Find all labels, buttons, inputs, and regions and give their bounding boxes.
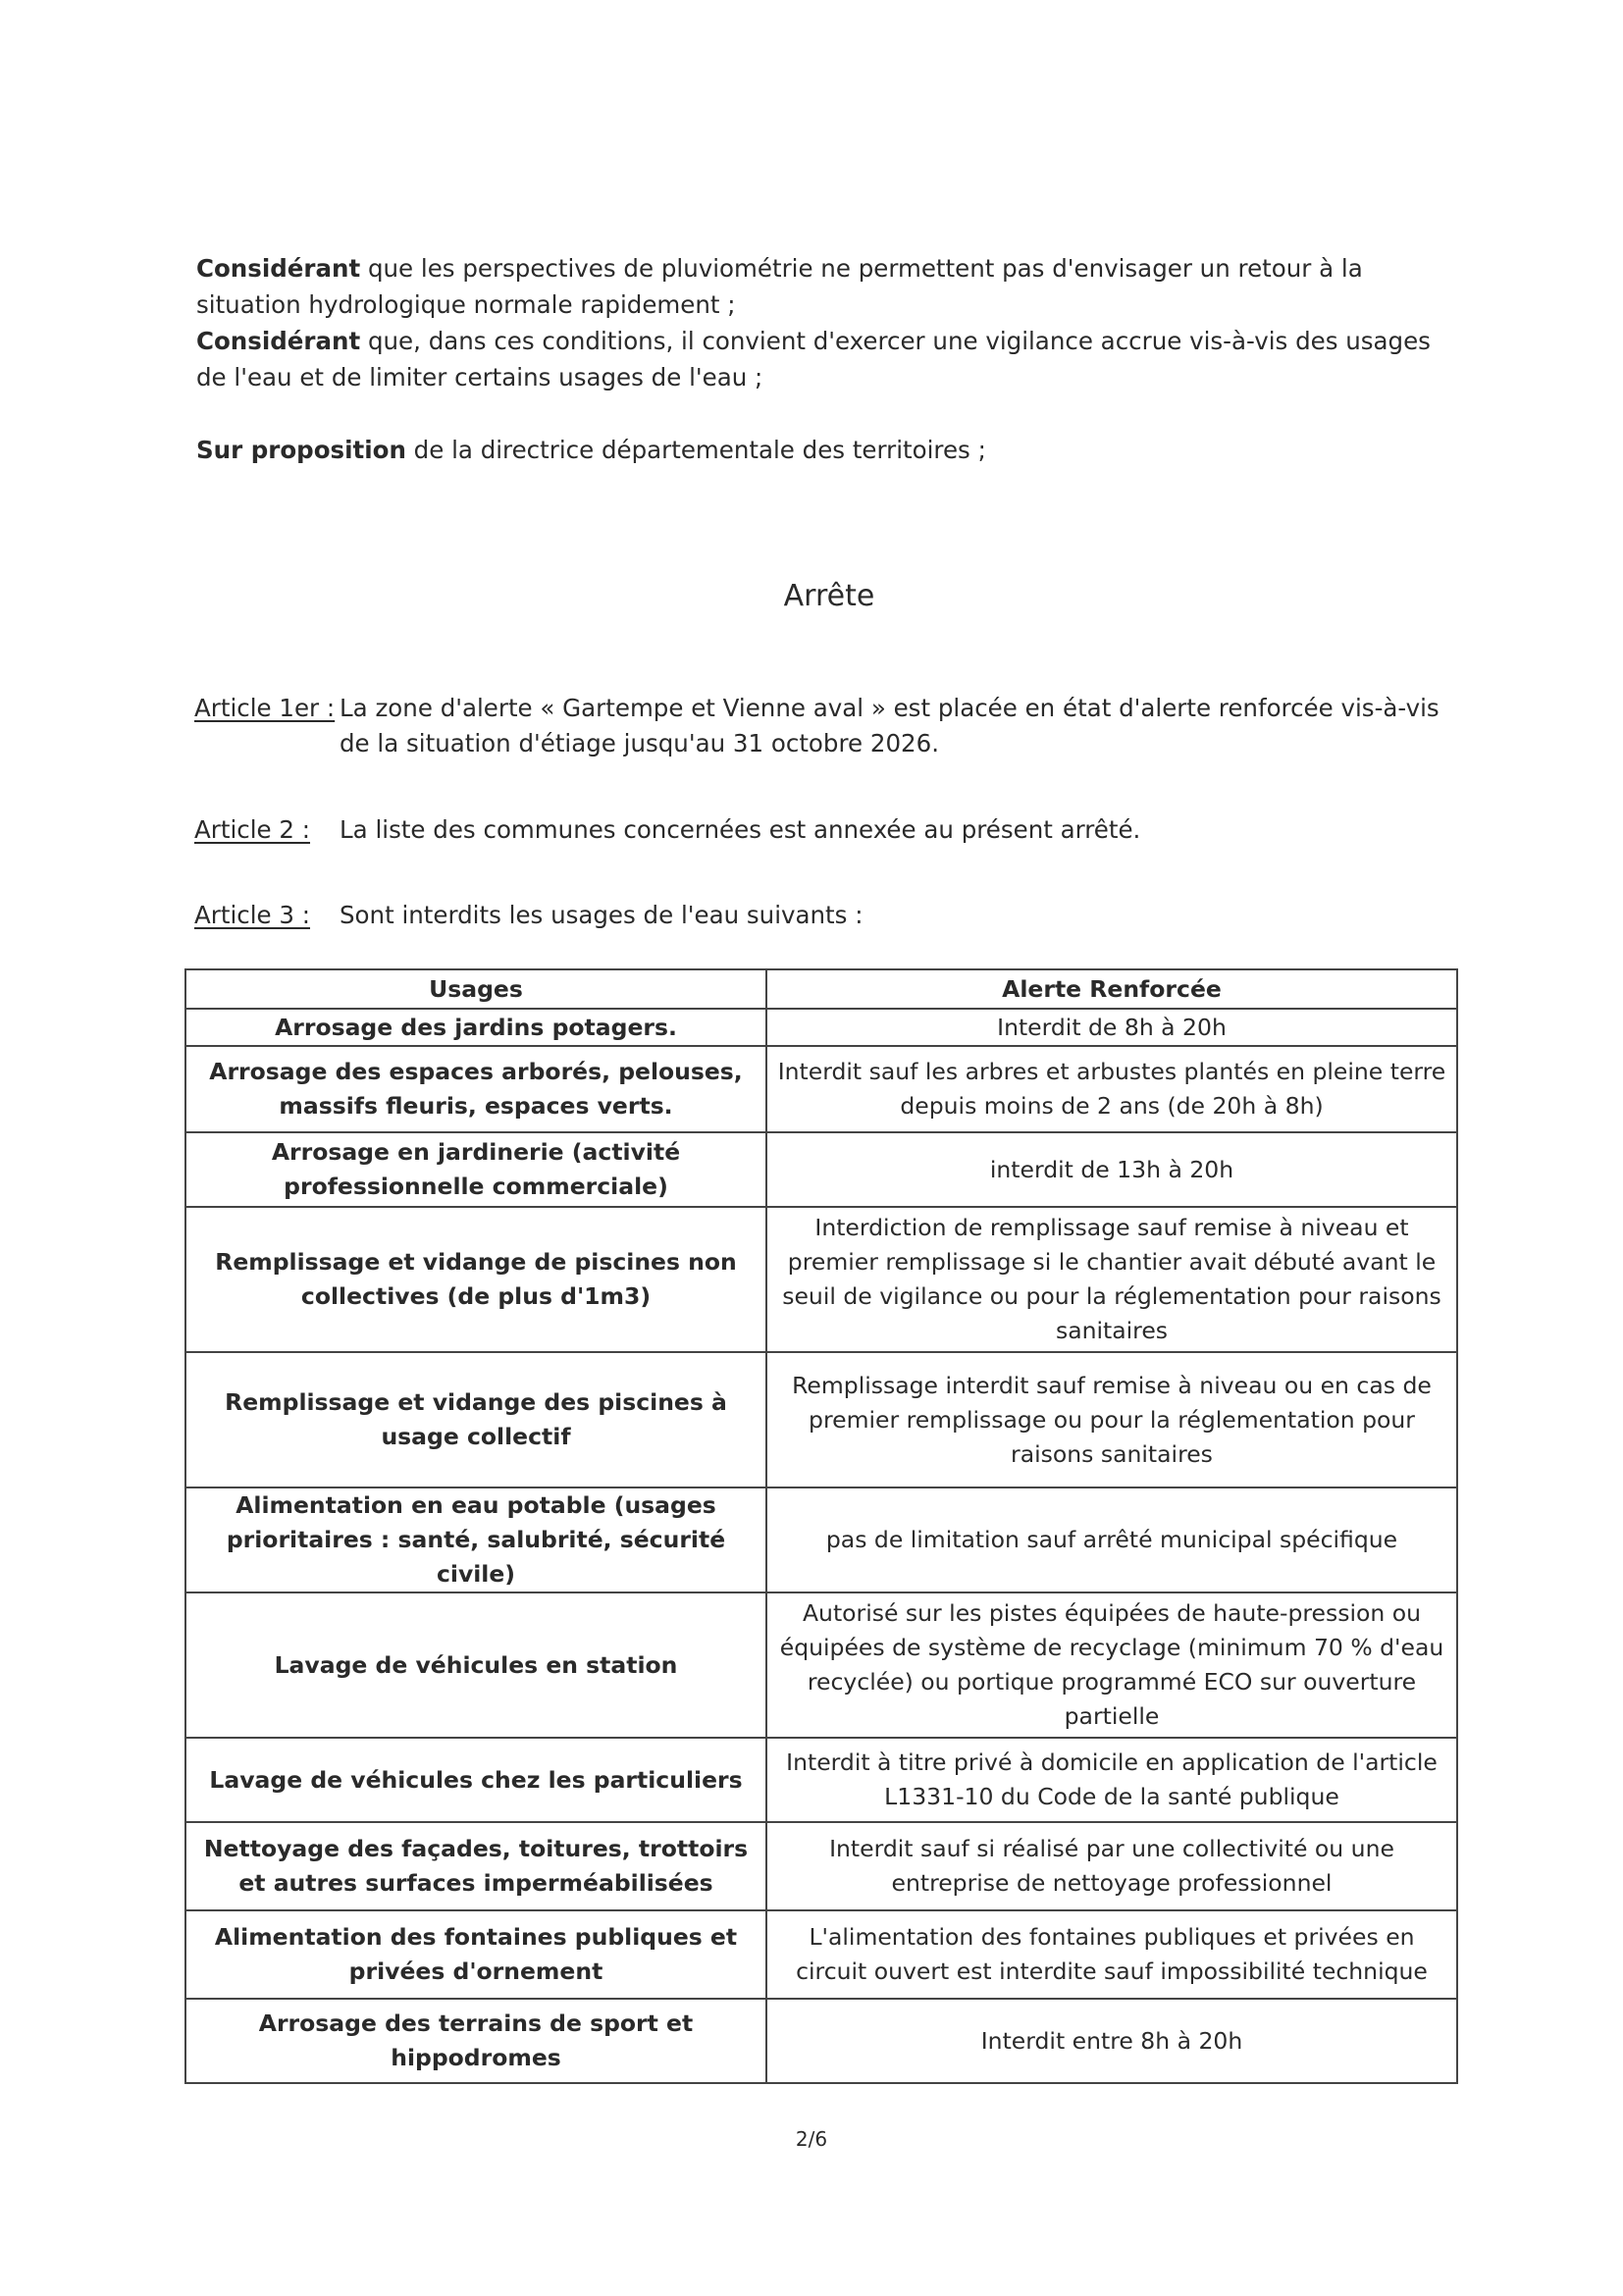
proposition-paragraph — [196, 432, 1452, 468]
table-row — [185, 1352, 1457, 1487]
usage-cell: Lavage de véhicules en station — [185, 1592, 766, 1738]
usage-cell: Arrosage des terrains de sport et hippodromes — [185, 1999, 766, 2083]
rule-cell: Remplissage interdit sauf remise à niveau ou en cas de premier remplissage ou pour la réglementation pour raisons sanitaires — [766, 1352, 1457, 1487]
table-header-row — [185, 969, 1457, 1009]
table-row — [185, 1738, 1457, 1822]
table-row — [185, 1822, 1457, 1910]
article-text: Sont interdits les usages de l'eau suivants : — [340, 901, 864, 929]
rule-cell: Interdit de 8h à 20h — [766, 1009, 1457, 1046]
usage-cell: Remplissage et vidange des piscines à usage collectif — [185, 1352, 766, 1487]
usage-cell: Alimentation en eau potable (usages prioritaires : santé, salubrité, sécurité civile) — [185, 1487, 766, 1592]
decree-title: Arrête — [783, 579, 875, 613]
considerant-text: que, dans ces conditions, il convient d'exercer une vigilance accrue vis-à-vis des usages de l'eau et de limiter certains usages de l'eau ; — [196, 327, 1431, 391]
article-label: Article 2 : — [194, 815, 311, 844]
table-row — [185, 1132, 1457, 1207]
proposition-keyword: Sur proposition — [196, 436, 406, 464]
header-usages: Usages — [185, 969, 766, 1009]
article-text: La zone d'alerte « Gartempe et Vienne aval » est placée en état d'alerte renforcée vis-à-vis de la situation d'étiage jusqu'au 31 octobre 2026. — [340, 694, 1440, 757]
rule-cell: interdit de 13h à 20h — [766, 1132, 1457, 1207]
page-number: 2/6 — [795, 2127, 828, 2151]
rule-cell: Interdit entre 8h à 20h — [766, 1999, 1457, 2083]
rule-cell: Interdit sauf les arbres et arbustes plantés en pleine terre depuis moins de 2 ans (de 20h à 8h) — [766, 1046, 1457, 1132]
considerant-text: que les perspectives de pluviométrie ne permettent pas d'envisager un retour à la situation hydrologique normale rapidement ; — [196, 254, 1363, 319]
table-row — [185, 1046, 1457, 1132]
rule-cell: Interdiction de remplissage sauf remise à niveau et premier remplissage si le chantier avait débuté avant le seuil de vigilance ou pour la réglementation pour raisons sanitaires — [766, 1207, 1457, 1352]
rule-cell: pas de limitation sauf arrêté municipal spécifique — [766, 1487, 1457, 1592]
header-alerte-renforcee: Alerte Renforcée — [766, 969, 1457, 1009]
usage-cell: Nettoyage des façades, toitures, trottoirs et autres surfaces imperméabilisées — [185, 1822, 766, 1910]
proposition-text: de la directrice départementale des territoires ; — [405, 436, 986, 464]
table-row — [185, 1910, 1457, 1999]
article-label: Article 3 : — [194, 901, 311, 929]
table-row — [185, 1999, 1457, 2083]
considerant-paragraph — [196, 250, 1452, 395]
table-row — [185, 1592, 1457, 1738]
table-row — [185, 1009, 1457, 1046]
considerant-keyword: Considérant — [196, 327, 361, 355]
article-text: La liste des communes concernées est annexée au présent arrêté. — [340, 815, 1141, 844]
usage-cell: Arrosage des jardins potagers. — [185, 1009, 766, 1046]
usage-cell: Arrosage des espaces arborés, pelouses, massifs fleuris, espaces verts. — [185, 1046, 766, 1132]
table-row — [185, 1207, 1457, 1352]
considerant-2 — [196, 323, 1452, 395]
rule-cell: Autorisé sur les pistes équipées de haute-pression ou équipées de système de recyclage (minimum 70 % d'eau recyclée) ou portique programmé ECO sur ouverture partielle — [766, 1592, 1457, 1738]
usage-cell: Lavage de véhicules chez les particuliers — [185, 1738, 766, 1822]
considerant-1 — [196, 250, 1452, 323]
usage-cell: Remplissage et vidange de piscines non collectives (de plus d'1m3) — [185, 1207, 766, 1352]
usage-cell: Arrosage en jardinerie (activité professionnelle commerciale) — [185, 1132, 766, 1207]
article-label: Article 1er : — [194, 694, 336, 722]
water-usage-table — [184, 968, 1458, 2084]
usage-cell: Alimentation des fontaines publiques et privées d'ornement — [185, 1910, 766, 1999]
table-row — [185, 1487, 1457, 1592]
rule-cell: L'alimentation des fontaines publiques et privées en circuit ouvert est interdite sauf impossibilité technique — [766, 1910, 1457, 1999]
rule-cell: Interdit sauf si réalisé par une collectivité ou une entreprise de nettoyage professionnel — [766, 1822, 1457, 1910]
considerant-keyword: Considérant — [196, 254, 361, 283]
rule-cell: Interdit à titre privé à domicile en application de l'article L1331-10 du Code de la santé publique — [766, 1738, 1457, 1822]
